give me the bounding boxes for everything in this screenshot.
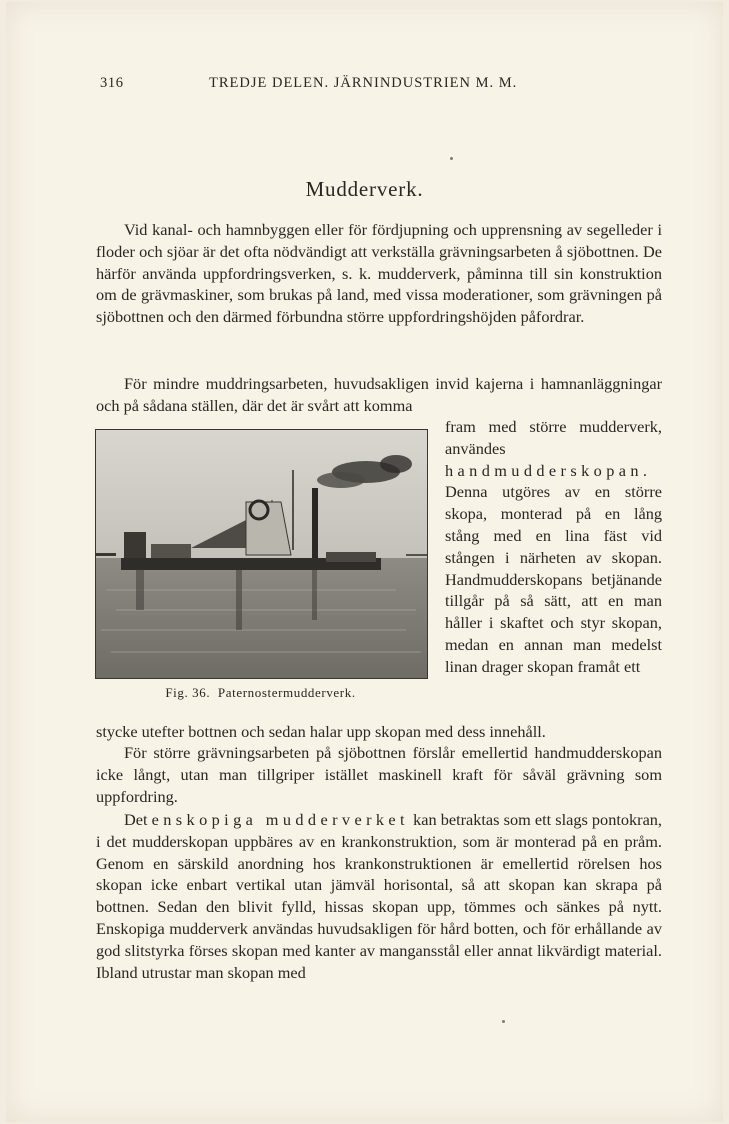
figure-caption — [95, 685, 426, 701]
paragraph-single-bucket — [96, 809, 662, 983]
running-head: TREDJE DELEN. JÄRNINDUSTRIEN M. M. — [209, 75, 518, 91]
paragraph-intro: Vid kanal- och hamnbyggen eller för fördjupning och upprensning av segelleder i floder och sjöar är det ofta nödvändigt att verkställa grävningsarbeten å sjöbottnen. De härför använda uppfordringsverken, s. k. mudderverk, påminna till sin konstruktion om de grävmaskiner, som brukas på land, med vissa moderationer, som grävningen på sjöbottnen och den därmed förbundna större uppfordringshöjden påfordrar. — [96, 220, 662, 327]
speck-mark — [450, 157, 453, 160]
wrap-text-b: Denna utgöres av en större skopa, monterad på en lång stång med en lina fäst vid stången i närheten av skopan. Handmudderskopans betjänande tillgår på så sätt, att en man håller i skaftet och styr skopan, medan en annan man medelst linan drager skopan framåt ett — [445, 482, 662, 676]
figure-label: Fig. 36. — [165, 685, 211, 700]
wrap-text-a: fram med större mudderverk, användes — [445, 417, 662, 458]
p4-start: Det — [124, 810, 148, 829]
figure-caption-text: Paternostermudderverk. — [217, 685, 356, 700]
speck-mark — [502, 1020, 505, 1023]
p4-rest: kan betraktas som ett slags pontokran, i det mudderskopan uppbäres av en krankonstruktion, som är monterad på en pråm. Genom en särskild anordning hos krankonstruktionen är emellertid rörelsen hos skopan icke enbart vertikal utan jämväl horisontal, så att skopan kan skrapa på bottnen. Sedan den blivit fylld, hissas skopan upp, tömmes och sänkes på nytt. Enskopiga mudderverk användas huvudsakligen för hård botten, och för erhållande av god slitstyrka förses skopan med kanter av mangansstål eller annat likvärdigt material. Ibland utrustar man skopan med — [96, 810, 663, 982]
paragraph-hand-dredge-start: För mindre muddringsarbeten, huvudsakligen invid kajerna i hamnanläggningar och på sådana ställen, där det är svårt att komma — [96, 374, 662, 415]
page-number: 316 — [100, 75, 124, 91]
term-handmudderskopan: handmudderskopan. — [445, 460, 652, 480]
dredger-illustration — [96, 430, 427, 678]
term-enskopiga: enskopiga mudderverket — [151, 810, 409, 829]
paragraph-hand-dredge-end: stycke utefter bottnen och sedan halar upp skopan med dess innehåll. — [96, 722, 546, 741]
paragraph-large-works: För större grävningsarbeten på sjöbottnen förslår emellertid handmudderskopan icke långt, utan man tillgriper istället maskinell kraft för såväl grävning som uppfordring. — [96, 743, 662, 806]
page-header — [0, 75, 729, 95]
wrapped-column-text — [445, 416, 662, 678]
section-title: Mudderverk. — [305, 177, 424, 201]
dredger-photo — [95, 429, 428, 679]
